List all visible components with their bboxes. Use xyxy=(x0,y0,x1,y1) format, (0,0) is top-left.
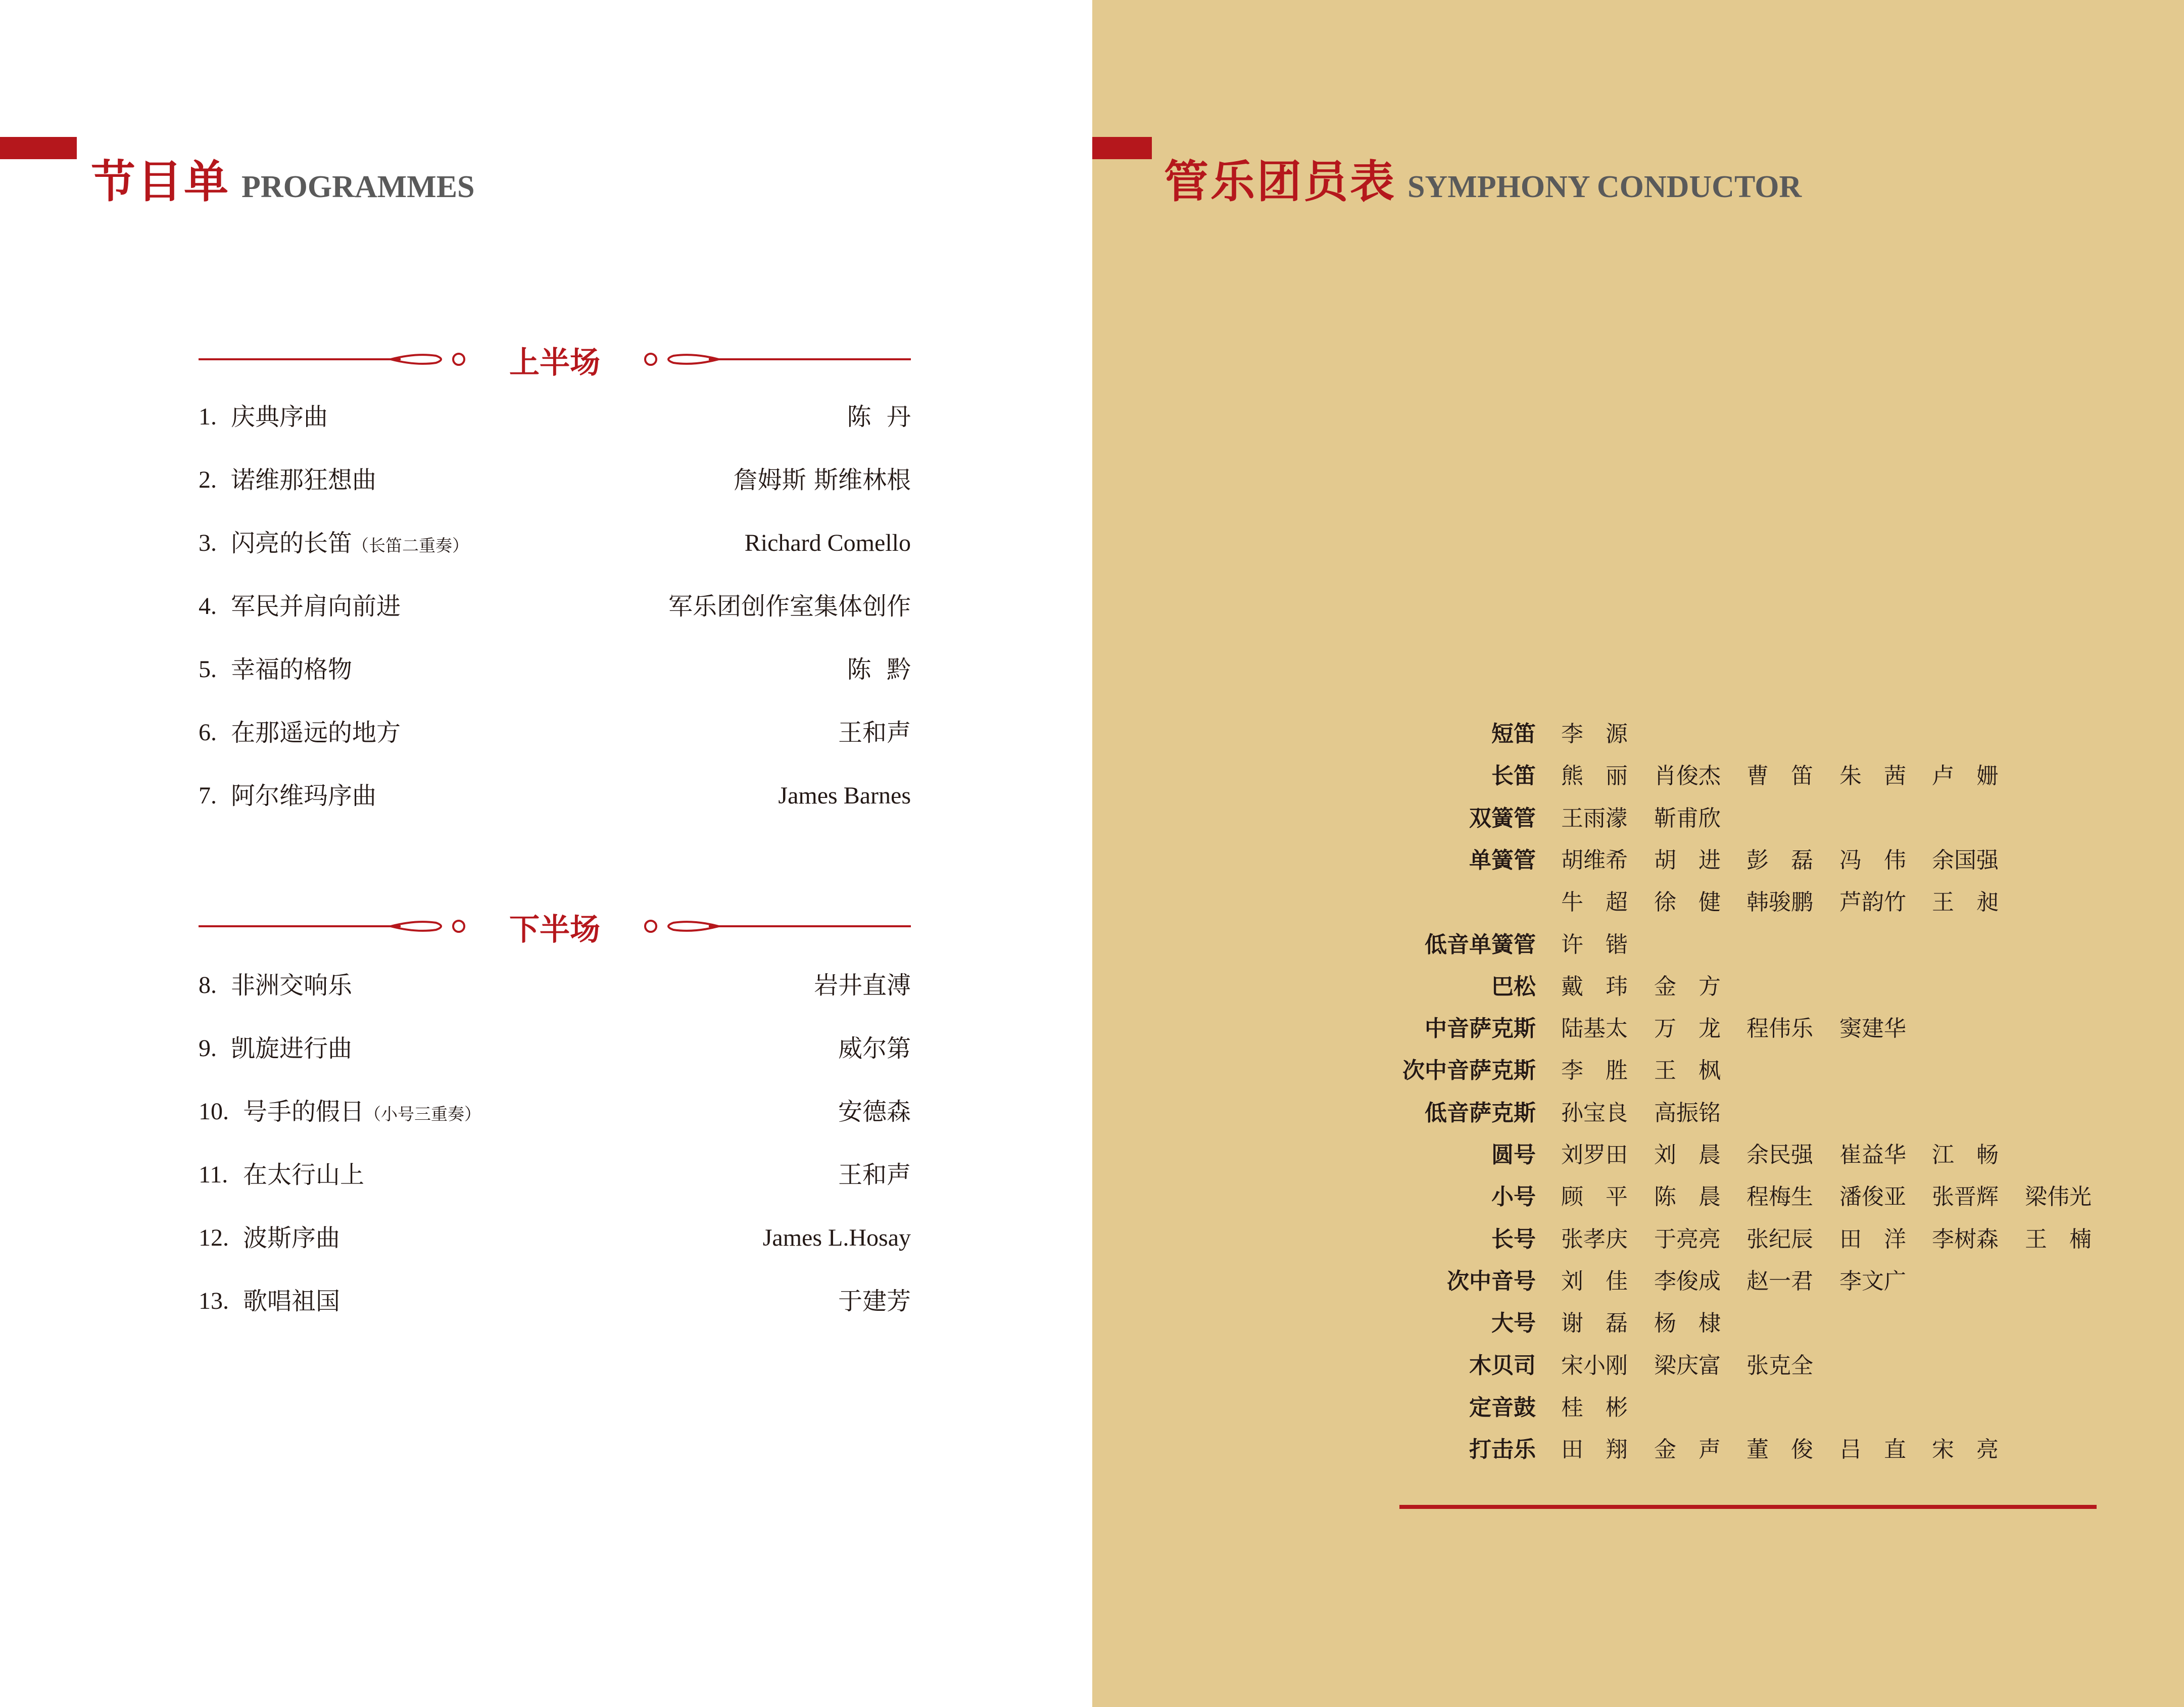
roster-row xyxy=(0,969,2184,1005)
programme-composer: 陈 黔 xyxy=(847,655,911,684)
programme-composer: Richard Comello xyxy=(744,530,911,556)
instrument-label: 巴松 xyxy=(1491,974,1536,1000)
member-name: 窦建华 xyxy=(1839,1016,1906,1041)
member-name: 曹 笛 xyxy=(1746,763,1813,789)
roster-row xyxy=(0,1179,2184,1215)
member-name: 冯 伟 xyxy=(1839,847,1906,873)
member-name: 李 胜 xyxy=(1561,1058,1628,1083)
member-name: 梁伟光 xyxy=(2025,1184,2092,1210)
programme-title-text: 凯旋进行曲 xyxy=(231,1034,353,1063)
programme-number: 7. xyxy=(199,782,217,809)
member-name: 李树森 xyxy=(1932,1226,1999,1252)
member-name: 张克全 xyxy=(1746,1353,1813,1379)
programme-title-text: 幸福的格物 xyxy=(231,655,353,684)
member-name: 田 洋 xyxy=(1839,1226,1906,1252)
instrument-label: 定音鼓 xyxy=(1469,1395,1536,1420)
member-name: 金 声 xyxy=(1654,1437,1721,1462)
programme-title-text: 军民并肩向前进 xyxy=(231,592,401,621)
programme-title-text: 阿尔维玛序曲 xyxy=(231,782,377,810)
member-name: 张孝庆 xyxy=(1561,1226,1628,1252)
roster-row xyxy=(0,1264,2184,1299)
member-name: 崔益华 xyxy=(1839,1142,1906,1168)
roster-row xyxy=(0,1137,2184,1173)
roster-row xyxy=(0,927,2184,963)
programme-number: 12. xyxy=(199,1224,229,1251)
programme-composer: James L.Hosay xyxy=(762,1224,911,1251)
programme-composer: James Barnes xyxy=(778,782,911,809)
programme-number: 5. xyxy=(199,656,217,683)
programme-note: （小号三重奏） xyxy=(364,1104,481,1124)
programme-composer: 安德森 xyxy=(838,1098,911,1126)
member-name: 宋 亮 xyxy=(1932,1437,1999,1462)
programme-title-text: 波斯序曲 xyxy=(243,1224,341,1252)
instrument-label: 单簧管 xyxy=(1469,847,1536,873)
member-name: 朱 茜 xyxy=(1839,763,1906,789)
roster-title-cn: 管乐团员表 xyxy=(1164,155,1397,208)
programme-item xyxy=(199,526,911,561)
programme-title-text: 在那遥远的地方 xyxy=(231,719,401,747)
programme-title-text: 号手的假日 xyxy=(243,1098,365,1126)
instrument-label: 打击乐 xyxy=(1469,1437,1536,1462)
programme-composer: 王和声 xyxy=(838,719,911,747)
member-name: 王 枫 xyxy=(1654,1058,1721,1083)
programme-number: 3. xyxy=(199,530,217,556)
member-name: 肖俊杰 xyxy=(1654,763,1721,789)
member-name: 彭 磊 xyxy=(1746,847,1813,873)
accent-bar xyxy=(0,137,77,159)
ornament-right-icon xyxy=(638,343,911,373)
member-name: 潘俊亚 xyxy=(1839,1184,1906,1210)
member-name: 胡维希 xyxy=(1561,847,1628,873)
programme-number: 2. xyxy=(199,466,217,493)
member-name: 杨 棣 xyxy=(1654,1310,1721,1336)
member-name: 李俊成 xyxy=(1654,1268,1721,1294)
roster-title xyxy=(1164,147,1802,210)
programme-title xyxy=(231,652,352,687)
member-name: 宋小刚 xyxy=(1561,1353,1628,1379)
member-name: 李 源 xyxy=(1561,721,1628,747)
roster-row xyxy=(0,885,2184,920)
instrument-label: 低音萨克斯 xyxy=(1425,1100,1536,1126)
member-name: 胡 进 xyxy=(1654,847,1721,873)
member-name: 梁庆富 xyxy=(1654,1353,1721,1379)
programme-title-text: 庆典序曲 xyxy=(231,403,328,431)
roster-row xyxy=(0,1222,2184,1257)
instrument-label: 大号 xyxy=(1491,1310,1536,1336)
member-name: 卢 姗 xyxy=(1932,763,1999,789)
roster-row xyxy=(0,1306,2184,1341)
instrument-label: 短笛 xyxy=(1491,721,1536,747)
programme-composer: 王和声 xyxy=(838,1161,911,1189)
instrument-label: 双簧管 xyxy=(1469,805,1536,831)
member-name: 金 方 xyxy=(1654,974,1721,1000)
programme-composer: 陈 丹 xyxy=(847,403,911,431)
bottom-rule xyxy=(1399,1505,2097,1509)
member-name: 芦韵竹 xyxy=(1839,889,1906,915)
member-name: 程梅生 xyxy=(1746,1184,1813,1210)
member-name: 顾 平 xyxy=(1561,1184,1628,1210)
member-name: 李文广 xyxy=(1839,1268,1906,1294)
programme-title-text: 在太行山上 xyxy=(243,1161,365,1189)
programme-title-en: PROGRAMMES xyxy=(241,170,475,204)
programme-number: 8. xyxy=(199,972,217,999)
roster-row xyxy=(0,1011,2184,1047)
roster-row xyxy=(0,801,2184,836)
instrument-label: 长笛 xyxy=(1491,763,1536,789)
accent-bar xyxy=(1092,137,1152,159)
programme-composer: 威尔第 xyxy=(838,1034,911,1063)
member-name: 余民强 xyxy=(1746,1142,1813,1168)
roster-row xyxy=(0,717,2184,752)
first-half-heading: 上半场 xyxy=(509,345,600,381)
member-name: 张晋辉 xyxy=(1932,1184,1999,1210)
programme-item xyxy=(199,399,911,435)
programme-title xyxy=(231,526,469,563)
first-half-divider xyxy=(199,343,911,381)
instrument-label: 圆号 xyxy=(1491,1142,1536,1168)
member-name: 张纪辰 xyxy=(1746,1226,1813,1252)
member-name: 董 俊 xyxy=(1746,1437,1813,1462)
instrument-label: 小号 xyxy=(1491,1184,1536,1210)
roster-row xyxy=(0,758,2184,794)
member-name: 余国强 xyxy=(1932,847,1999,873)
programme-title-text: 闪亮的长笛 xyxy=(231,529,353,557)
second-half-heading: 下半场 xyxy=(509,912,600,947)
instrument-label: 次中音号 xyxy=(1447,1268,1536,1294)
ornament-left-icon xyxy=(199,343,471,373)
member-name: 高振铭 xyxy=(1654,1100,1721,1126)
roster-row xyxy=(0,1096,2184,1131)
member-name: 谢 磊 xyxy=(1561,1310,1628,1336)
programme-number: 11. xyxy=(199,1161,228,1188)
programme-composer: 岩井直溥 xyxy=(813,971,911,1000)
programme-number: 10. xyxy=(199,1098,229,1125)
roster-title-en: SYMPHONY CONDUCTOR xyxy=(1408,170,1802,204)
instrument-label: 木贝司 xyxy=(1469,1353,1536,1379)
programme-title xyxy=(231,589,401,624)
roster-row xyxy=(0,1390,2184,1426)
programme-composer: 詹姆斯 斯维林根 xyxy=(733,466,911,494)
member-name: 戴 玮 xyxy=(1561,974,1628,1000)
member-name: 刘 佳 xyxy=(1561,1268,1628,1294)
roster-row xyxy=(0,1348,2184,1384)
programme-composer: 军乐团创作室集体创作 xyxy=(668,592,911,621)
member-name: 吕 直 xyxy=(1839,1437,1906,1462)
member-name: 陆基太 xyxy=(1561,1016,1628,1041)
member-name: 田 翔 xyxy=(1561,1437,1628,1462)
roster-row xyxy=(0,843,2184,878)
member-name: 王 昶 xyxy=(1932,889,1999,915)
programme-title xyxy=(91,147,475,210)
programme-number: 13. xyxy=(199,1288,229,1314)
member-name: 江 畅 xyxy=(1932,1142,1999,1168)
programme-note: （长笛二重奏） xyxy=(352,536,469,555)
member-name: 桂 彬 xyxy=(1561,1395,1628,1420)
member-name: 孙宝良 xyxy=(1561,1100,1628,1126)
member-name: 赵一君 xyxy=(1746,1268,1813,1294)
programme-title-text: 歌唱祖国 xyxy=(243,1287,341,1315)
member-name: 许 锴 xyxy=(1561,932,1628,958)
programme-number: 6. xyxy=(199,719,217,746)
roster-row xyxy=(0,1432,2184,1467)
member-name: 于亮亮 xyxy=(1654,1226,1721,1252)
member-name: 王雨濛 xyxy=(1561,805,1628,831)
programme-title-text: 非洲交响乐 xyxy=(231,971,353,1000)
member-name: 熊 丽 xyxy=(1561,763,1628,789)
instrument-label: 长号 xyxy=(1491,1226,1536,1252)
member-name: 王 楠 xyxy=(2025,1226,2092,1252)
programme-title xyxy=(231,399,328,435)
member-name: 牛 超 xyxy=(1561,889,1628,915)
member-name: 刘罗田 xyxy=(1561,1142,1628,1168)
roster-row xyxy=(0,1053,2184,1088)
member-name: 徐 健 xyxy=(1654,889,1721,915)
programme-number: 1. xyxy=(199,403,217,430)
programme-title xyxy=(231,462,376,498)
member-name: 万 龙 xyxy=(1654,1016,1721,1041)
member-name: 陈 晨 xyxy=(1654,1184,1721,1210)
programme-number: 9. xyxy=(199,1035,217,1062)
programme-item xyxy=(199,589,911,624)
instrument-label: 中音萨克斯 xyxy=(1425,1016,1536,1041)
programme-item xyxy=(199,652,911,687)
programme-item xyxy=(199,462,911,498)
programme-title-text: 诺维那狂想曲 xyxy=(231,466,377,494)
member-name: 靳甫欣 xyxy=(1654,805,1721,831)
member-name: 程伟乐 xyxy=(1746,1016,1813,1041)
member-name: 韩骏鹏 xyxy=(1746,889,1813,915)
programme-composer: 于建芳 xyxy=(838,1287,911,1315)
member-name: 刘 晨 xyxy=(1654,1142,1721,1168)
programme-number: 4. xyxy=(199,593,217,620)
programme-title-cn: 节目单 xyxy=(91,155,231,208)
instrument-label: 低音单簧管 xyxy=(1425,932,1536,958)
instrument-label: 次中音萨克斯 xyxy=(1402,1058,1536,1083)
